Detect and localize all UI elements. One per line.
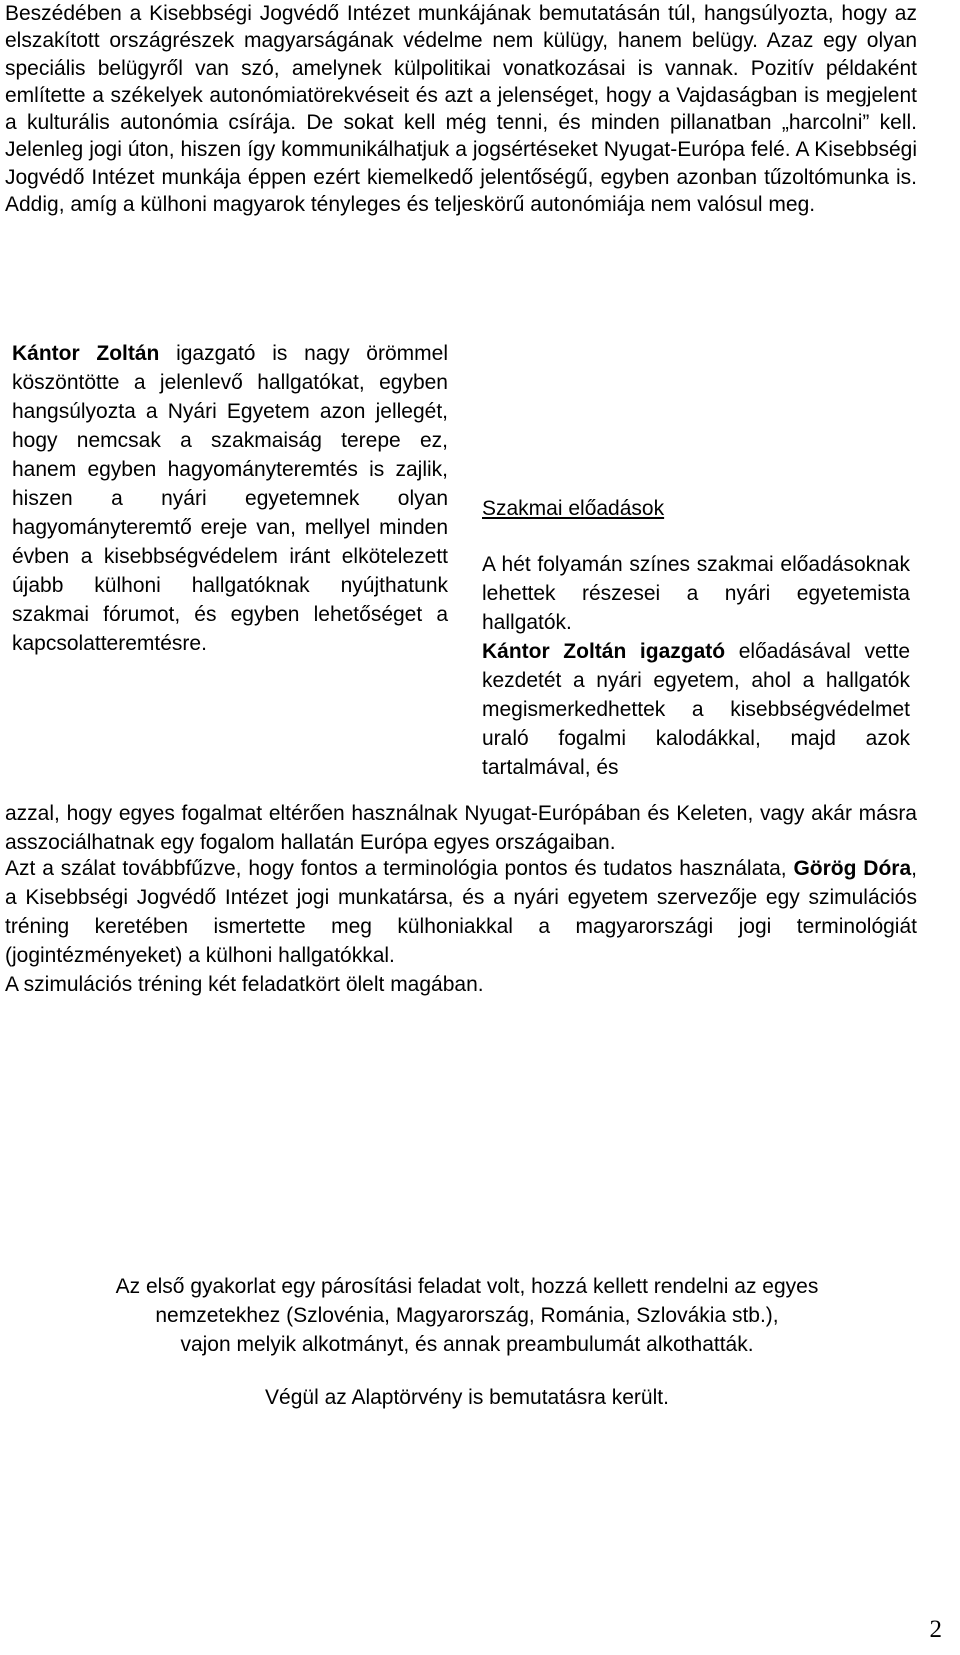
lectures-continuation-text: azzal, hogy egyes fogalmat eltérően használnak Nyugat-Európában és Keleten, vagy akár másra asszociálhatnak egy fogalom hallatán Európa egyes országaiban. [5,802,917,854]
greek-paragraph [5,854,917,999]
greek-post-text: , a Kisebbségi Jogvédő Intézet jogi munkatársa, és a nyári egyetem szervezője egy szimulációs tréning keretében ismertette meg külhoniakkal a magyarországi jogi terminológiát (jogintézményeket) a külhoni hallgatókkal. [5,857,917,967]
exercise-paragraph [0,1272,947,1359]
kantor-name: Kántor Zoltán [12,342,160,365]
kantor-paragraph [12,339,448,658]
intro-paragraph [5,0,917,218]
exercise-line-1: Az első gyakorlat egy párosítási feladat volt, hozzá kellett rendelni az egyes [115,1275,819,1298]
kantor-text: igazgató is nagy örömmel köszöntötte a jelenlevő hallgatókat, egyben hangsúlyozta a Nyári Egyetem azon jellegét, hogy nemcsak a szakmaiság terepe ez, hanem egyben hagyományteremtés is zajlik, hiszen a nyári egyetemnek olyan hagyományteremtő ereje van, mellyel minden évben a kisebbségvédelem iránt elkötelezett újabb külhoni hallgatóknak nyújthatunk szakmai fórumot, és egyben lehetőséget a kapcsolatteremtésre. [12,342,448,655]
page-number: 2 [929,1616,942,1643]
lectures-intro-text: A hét folyamán színes szakmai előadásoknak lehettek részesei a nyári egyetemista hallgatók. [482,553,910,634]
exercise-line-3: vajon melyik alkotmányt, és annak preambulumát alkothatták. [180,1333,754,1356]
director-name: Kántor Zoltán igazgató [482,640,726,663]
intro-text: Beszédében a Kisebbségi Jogvédő Intézet munkájának bemutatásán túl, hangsúlyozta, hogy az elszakított országrészek magyarságának védelme nem külügy, hanem belügy. Azaz egy olyan speciális belügyről van szó, amelynek külpolitikai vonatkozásai is vannak. Pozitív példaként említette a székelyek autonómiatörekvéseit és azt a jelenséget, hogy a Vajdaságban is megjelent a kulturális autonómia csírája. De sokat kell még tenni, és minden pillanatban „harcolni” kell. Jelenleg jogi úton, hiszen így kommunikálhatjuk a jogsértéseket Nyugat-Európa felé. A Kisebbségi Jogvédő Intézet munkája éppen ezért kiemelkedő jelentőségű, egyben azonban tűzoltómunka is. Addig, amíg a külhoni magyarok tényleges és teljeskörű autonómiája nem valósul meg. [5,2,917,217]
simulation-text: A szimulációs tréning két feladatkört ölelt magában. [5,973,484,996]
section-heading-lectures: Szakmai előadások [482,497,665,520]
lectures-paragraph [482,550,910,782]
final-text: Végül az Alaptörvény is bemutatásra került. [265,1386,669,1409]
greek-name: Görög Dóra [793,857,912,880]
final-paragraph [0,1383,947,1412]
lectures-continuation [5,799,917,857]
director-text: előadásával vette kezdetét a nyári egyetem, ahol a hallgatók megismerkedhettek a kisebbségvédelmet uraló fogalmi kalodákkal, majd azok tartalmával, és [482,640,910,779]
greek-pre-text: Azt a szálat továbbfűzve, hogy fontos a terminológia pontos és tudatos használata, [5,857,794,880]
exercise-line-2: nemzetekhez (Szlovénia, Magyarország, Románia, Szlovákia stb.), [155,1304,779,1327]
